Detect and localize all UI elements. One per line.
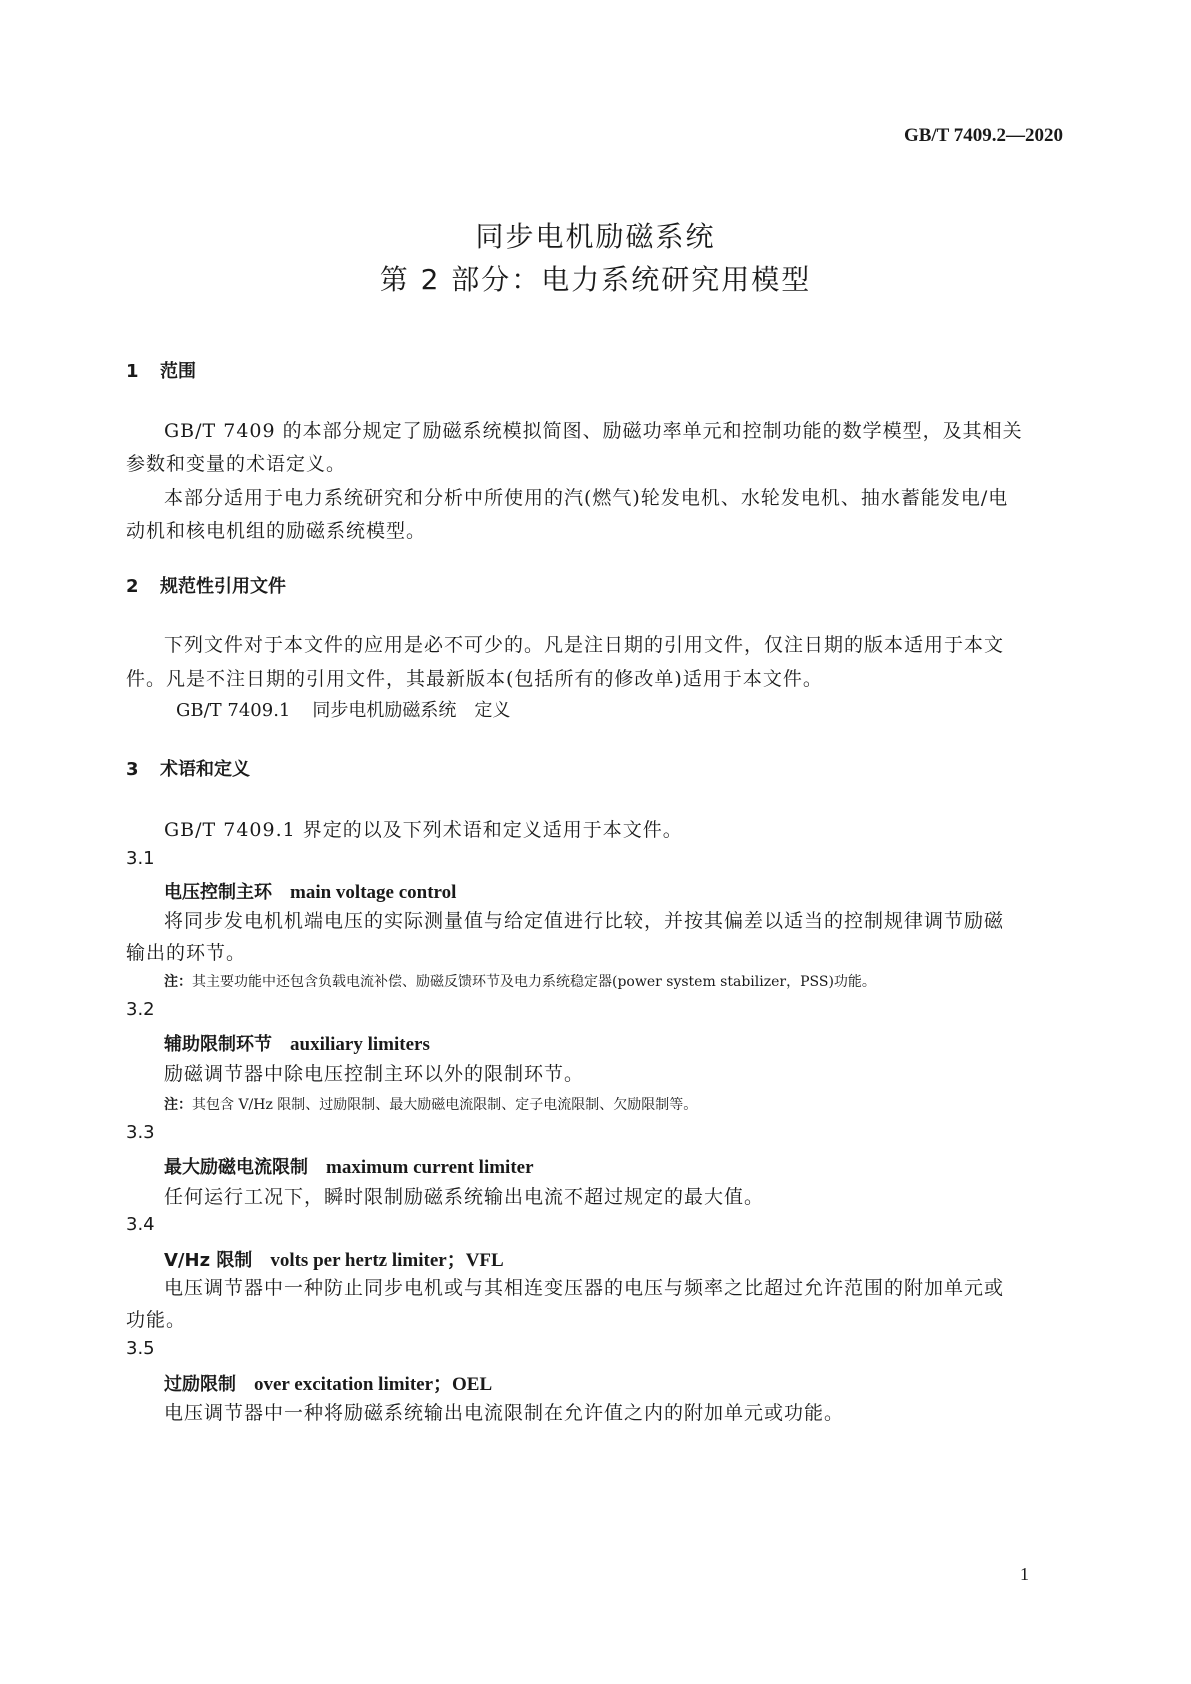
reference-code: GB/T 7409.1 [176,700,291,721]
paragraph-line: 参数和变量的术语定义。 [126,453,347,475]
term-number: 3.3 [126,1122,155,1143]
definition-line: 励磁调节器中除电压控制主环以外的限制环节。 [164,1063,585,1085]
term-heading [164,1153,534,1179]
note-text: 其主要功能中还包含负载电流补偿、励磁反馈环节及电力系统稳定器(power system stabilizer，PSS)功能。 [192,974,876,990]
term-heading [164,1030,430,1056]
note-label: 注： [164,974,192,990]
term-en: over excitation limiter；OEL [254,1374,493,1395]
term-note [164,1094,697,1114]
section-title: 范围 [160,361,196,382]
term-number: 3.4 [126,1214,155,1235]
term-zh: 过励限制 [164,1374,236,1395]
normative-reference [176,696,510,722]
term-number: 3.5 [126,1338,155,1359]
reference-title: 同步电机励磁系统 定义 [312,700,511,721]
term-en: auxiliary limiters [290,1034,430,1055]
title-line-2: 第 2 部分：电力系统研究用模型 [379,263,812,296]
section-number: 1 [126,361,139,382]
term-heading [164,878,456,904]
paragraph-line: 件。凡是不注日期的引用文件，其最新版本(包括所有的修改单)适用于本文件。 [126,668,823,690]
term-zh: 辅助限制环节 [164,1034,272,1055]
section-title: 规范性引用文件 [160,576,286,597]
paragraph-line: 动机和核电机组的励磁系统模型。 [126,520,427,542]
section-2-heading [126,572,286,598]
section-number: 2 [126,576,139,597]
term-en: volts per hertz limiter；VFL [270,1250,504,1271]
paragraph-line: 下列文件对于本文件的应用是必不可少的。凡是注日期的引用文件，仅注日期的版本适用于本文 [164,634,1005,656]
term-note [164,971,876,991]
note-text: 其包含 V/Hz 限制、过励限制、最大励磁电流限制、定子电流限制、欠励限制等。 [192,1097,698,1113]
title-line-1: 同步电机励磁系统 [475,220,716,253]
term-zh: 最大励磁电流限制 [164,1157,308,1178]
definition-line: 电压调节器中一种将励磁系统输出电流限制在允许值之内的附加单元或功能。 [164,1402,845,1424]
term-zh: 电压控制主环 [164,882,272,903]
definition-line: 输出的环节。 [126,942,247,964]
paragraph-line: GB/T 7409.1 界定的以及下列术语和定义适用于本文件。 [164,819,683,841]
term-heading [164,1245,504,1272]
standard-code: GB/T 7409.2—2020 [903,125,1063,146]
term-en: maximum current limiter [326,1157,534,1178]
page-number: 1 [1020,1564,1029,1584]
term-number: 3.2 [126,999,155,1020]
note-label: 注： [164,1097,192,1113]
section-title: 术语和定义 [160,759,250,780]
term-en: main voltage control [290,882,457,903]
definition-line: 任何运行工况下，瞬时限制励磁系统输出电流不超过规定的最大值。 [164,1186,765,1208]
definition-line: 电压调节器中一种防止同步电机或与其相连变压器的电压与频率之比超过允许范围的附加单元或 [164,1277,1005,1299]
section-3-heading [126,755,250,781]
section-1-heading [126,357,196,383]
paragraph-line: 本部分适用于电力系统研究和分析中所使用的汽(燃气)轮发电机、水轮发电机、抽水蓄能发电/电 [164,487,1009,509]
term-number: 3.1 [126,848,155,869]
term-zh: V/Hz 限制 [164,1250,253,1271]
definition-line: 将同步发电机机端电压的实际测量值与给定值进行比较，并按其偏差以适当的控制规律调节励磁 [164,910,1005,932]
definition-line: 功能。 [126,1309,187,1331]
term-heading [164,1369,492,1396]
section-number: 3 [126,759,139,780]
paragraph-line: GB/T 7409 的本部分规定了励磁系统模拟简图、励磁功率单元和控制功能的数学模型，及其相关 [164,420,1023,442]
